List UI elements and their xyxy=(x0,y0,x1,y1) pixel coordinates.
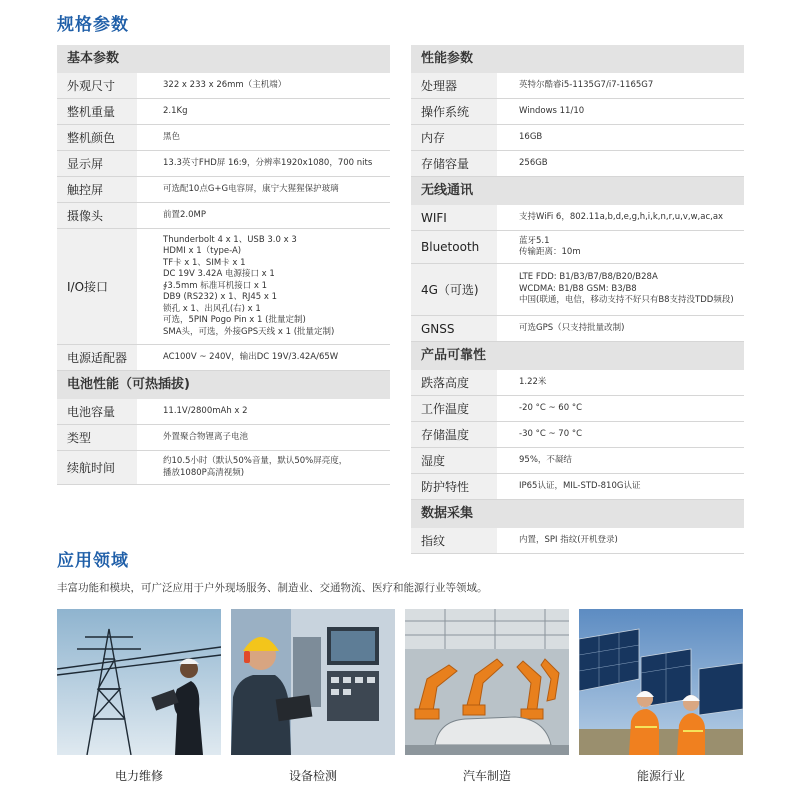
card-power xyxy=(57,609,221,784)
spec-label: 整机颜色 xyxy=(57,125,137,150)
spec-value-line: 蓝牙5.1 xyxy=(519,235,550,246)
spec-value xyxy=(497,73,744,98)
spec-label: Bluetooth xyxy=(411,231,497,263)
spec-label: GNSS xyxy=(411,316,497,341)
spec-value-line: 前置2.0MP xyxy=(163,209,206,220)
spec-row xyxy=(57,229,390,345)
spec-value xyxy=(137,345,390,370)
spec-label: 指纹 xyxy=(411,528,497,553)
card-caption: 设备检测 xyxy=(288,769,337,783)
spec-value-line: 13.3英寸FHD屏 16:9，分辨率1920x1080，700 nits xyxy=(163,157,373,168)
spec-label: 电源适配器 xyxy=(57,345,137,370)
spec-value xyxy=(137,99,390,124)
spec-value-line: 95%，不凝结 xyxy=(519,454,572,465)
spec-row xyxy=(411,422,744,448)
spec-value xyxy=(497,422,744,447)
performance-table xyxy=(411,73,744,177)
spec-value-line: 支持WiFi 6，802.11a,b,d,e,g,h,i,k,n,r,u,v,w,ac,ax xyxy=(519,211,724,222)
spec-row xyxy=(57,73,390,99)
spec-value-line: 322 x 233 x 26mm（主机端） xyxy=(163,79,287,90)
spec-row xyxy=(57,177,390,203)
spec-title: 规格参数 xyxy=(57,15,129,35)
spec-row xyxy=(57,151,390,177)
spec-value xyxy=(497,125,744,150)
spec-value xyxy=(137,451,390,484)
spec-value-line: 可选GPS（只支持批量改制) xyxy=(519,322,625,333)
spec-label: 跌落高度 xyxy=(411,370,497,395)
spec-row xyxy=(411,231,744,264)
spec-value xyxy=(497,448,744,473)
battery-table xyxy=(57,399,390,485)
spec-label: 4G（可选) xyxy=(411,264,497,315)
spec-value-line: 中国(联通，电信，移动支持不好只有B8支持没TDD频段) xyxy=(519,295,734,306)
spec-label: 操作系统 xyxy=(411,99,497,124)
car-factory-robots-image xyxy=(405,609,569,755)
spec-value-line: DC 19V 3.42A 电源接口 x 1 xyxy=(163,269,275,280)
spec-label: 工作温度 xyxy=(411,396,497,421)
spec-row xyxy=(411,396,744,422)
section-data-collection: 数据采集 xyxy=(411,500,744,528)
spec-value xyxy=(137,73,390,98)
spec-row xyxy=(411,125,744,151)
spec-value-line: Windows 11/10 xyxy=(519,105,585,116)
spec-value-line: 1.22米 xyxy=(519,376,547,387)
spec-label: 整机重量 xyxy=(57,99,137,124)
spec-row xyxy=(411,474,744,500)
solar-panel-workers-image xyxy=(579,609,743,755)
spec-row xyxy=(57,399,390,425)
spec-row xyxy=(411,528,744,554)
spec-row xyxy=(57,451,390,485)
spec-value xyxy=(497,474,744,499)
spec-row xyxy=(57,425,390,451)
spec-label: 摄像头 xyxy=(57,203,137,228)
spec-value-line: 锁孔 x 1、出风孔(右) x 1 xyxy=(163,303,261,314)
spec-value-line: 黑色 xyxy=(163,131,181,142)
spec-value-line: DB9 (RS232) x 1、RJ45 x 1 xyxy=(163,292,278,303)
spec-row xyxy=(411,316,744,342)
card-caption: 能源行业 xyxy=(636,769,685,783)
spec-value-line: LTE FDD: B1/B3/B7/B8/B20/B28A xyxy=(519,272,658,283)
spec-label: 存储温度 xyxy=(411,422,497,447)
spec-value xyxy=(497,528,744,553)
application-cards xyxy=(57,609,743,784)
spec-value xyxy=(497,205,744,230)
spec-value xyxy=(137,203,390,228)
spec-value xyxy=(137,151,390,176)
application-intro: 丰富功能和模块，可广泛应用于户外现场服务、制造业、交通物流、医疗和能源行业等领域。 xyxy=(57,582,488,594)
spec-label: 续航时间 xyxy=(57,451,137,484)
spec-value-line: -20 °C ~ 60 °C xyxy=(519,402,582,413)
section-basic-params: 基本参数 xyxy=(57,45,390,73)
spec-row xyxy=(411,73,744,99)
spec-value xyxy=(497,396,744,421)
spec-value-line: 播放1080P高清视频) xyxy=(163,467,245,478)
section-reliability: 产品可靠性 xyxy=(411,342,744,370)
spec-label: 外观尺寸 xyxy=(57,73,137,98)
spec-row xyxy=(411,448,744,474)
card-energy xyxy=(579,609,743,784)
wireless-table xyxy=(411,205,744,342)
spec-value-line: -30 °C ~ 70 °C xyxy=(519,428,582,439)
spec-label: 电池容量 xyxy=(57,399,137,424)
spec-value xyxy=(497,316,744,341)
spec-row xyxy=(411,99,744,125)
power-tower-worker-image xyxy=(57,609,221,755)
card-caption: 汽车制造 xyxy=(462,769,511,783)
section-performance: 性能参数 xyxy=(411,45,744,73)
spec-label: 防护特性 xyxy=(411,474,497,499)
spec-value-line: 外置聚合物锂离子电池 xyxy=(163,431,249,442)
spec-value-line: Thunderbolt 4 x 1、USB 3.0 x 3 xyxy=(163,234,297,245)
spec-value-line: HDMI x 1（type-A) xyxy=(163,246,242,257)
spec-right-column xyxy=(411,45,744,554)
spec-value xyxy=(497,264,744,315)
spec-value xyxy=(137,177,390,202)
spec-value-line: 11.1V/2800mAh x 2 xyxy=(163,405,248,416)
spec-value-line: 英特尔酷睿i5-1135G7/i7-1165G7 xyxy=(519,79,654,90)
spec-value-line: IP65认证，MIL-STD-810G认证 xyxy=(519,480,641,491)
spec-row xyxy=(411,264,744,316)
spec-label: 触控屏 xyxy=(57,177,137,202)
spec-row xyxy=(57,99,390,125)
spec-value-line: 16GB xyxy=(519,131,543,142)
section-battery: 电池性能（可热插拔) xyxy=(57,371,390,399)
spec-row xyxy=(411,370,744,396)
spec-value-line: AC100V ~ 240V，输出DC 19V/3.42A/65W xyxy=(163,351,339,362)
spec-row xyxy=(411,151,744,177)
spec-value-line: 可选配10点G+G电容屏，康宁大猩猩保护玻璃 xyxy=(163,183,339,194)
card-caption: 电力维修 xyxy=(114,769,163,783)
spec-label: 类型 xyxy=(57,425,137,450)
spec-value-line: 2.1Kg xyxy=(163,105,188,116)
spec-label: 显示屏 xyxy=(57,151,137,176)
spec-value xyxy=(497,231,744,263)
spec-label: I/O接口 xyxy=(57,229,137,344)
spec-value xyxy=(497,370,744,395)
spec-label: 处理器 xyxy=(411,73,497,98)
spec-value-line: ∮3.5mm 标准耳机接口 x 1 xyxy=(163,280,268,291)
spec-label: 存储容量 xyxy=(411,151,497,176)
spec-row xyxy=(411,205,744,231)
spec-value-line: 256GB xyxy=(519,157,548,168)
spec-value xyxy=(137,399,390,424)
spec-value xyxy=(497,99,744,124)
spec-value-line: TF卡 x 1、SIM卡 x 1 xyxy=(163,257,246,268)
card-auto xyxy=(405,609,569,784)
basic-table xyxy=(57,73,390,371)
spec-value xyxy=(137,229,390,344)
spec-value-line: WCDMA: B1/B8 GSM: B3/B8 xyxy=(519,283,637,294)
spec-row xyxy=(57,203,390,229)
card-inspection xyxy=(231,609,395,784)
application-title: 应用领域 xyxy=(57,551,129,571)
spec-row xyxy=(57,125,390,151)
spec-value xyxy=(137,125,390,150)
spec-value-line: 传输距离：10m xyxy=(519,247,581,257)
equipment-inspection-image xyxy=(231,609,395,755)
spec-label: WIFI xyxy=(411,205,497,230)
spec-label: 湿度 xyxy=(411,448,497,473)
reliability-table xyxy=(411,370,744,500)
spec-value xyxy=(137,425,390,450)
spec-value-line: 约10.5小时（默认50%音量，默认50%屏亮度， xyxy=(163,456,348,467)
spec-value-line: 可选，5PIN Pogo Pin x 1 (批量定制) xyxy=(163,315,306,326)
spec-value-line: SMA头，可选，外接GPS天线 x 1 (批量定制) xyxy=(163,326,335,337)
spec-value xyxy=(497,151,744,176)
section-wireless: 无线通讯 xyxy=(411,177,744,205)
spec-label: 内存 xyxy=(411,125,497,150)
spec-value-line: 内置，SPI 指纹(开机登录) xyxy=(519,534,618,545)
spec-row xyxy=(57,345,390,371)
spec-left-column xyxy=(57,45,390,485)
data-table xyxy=(411,528,744,554)
